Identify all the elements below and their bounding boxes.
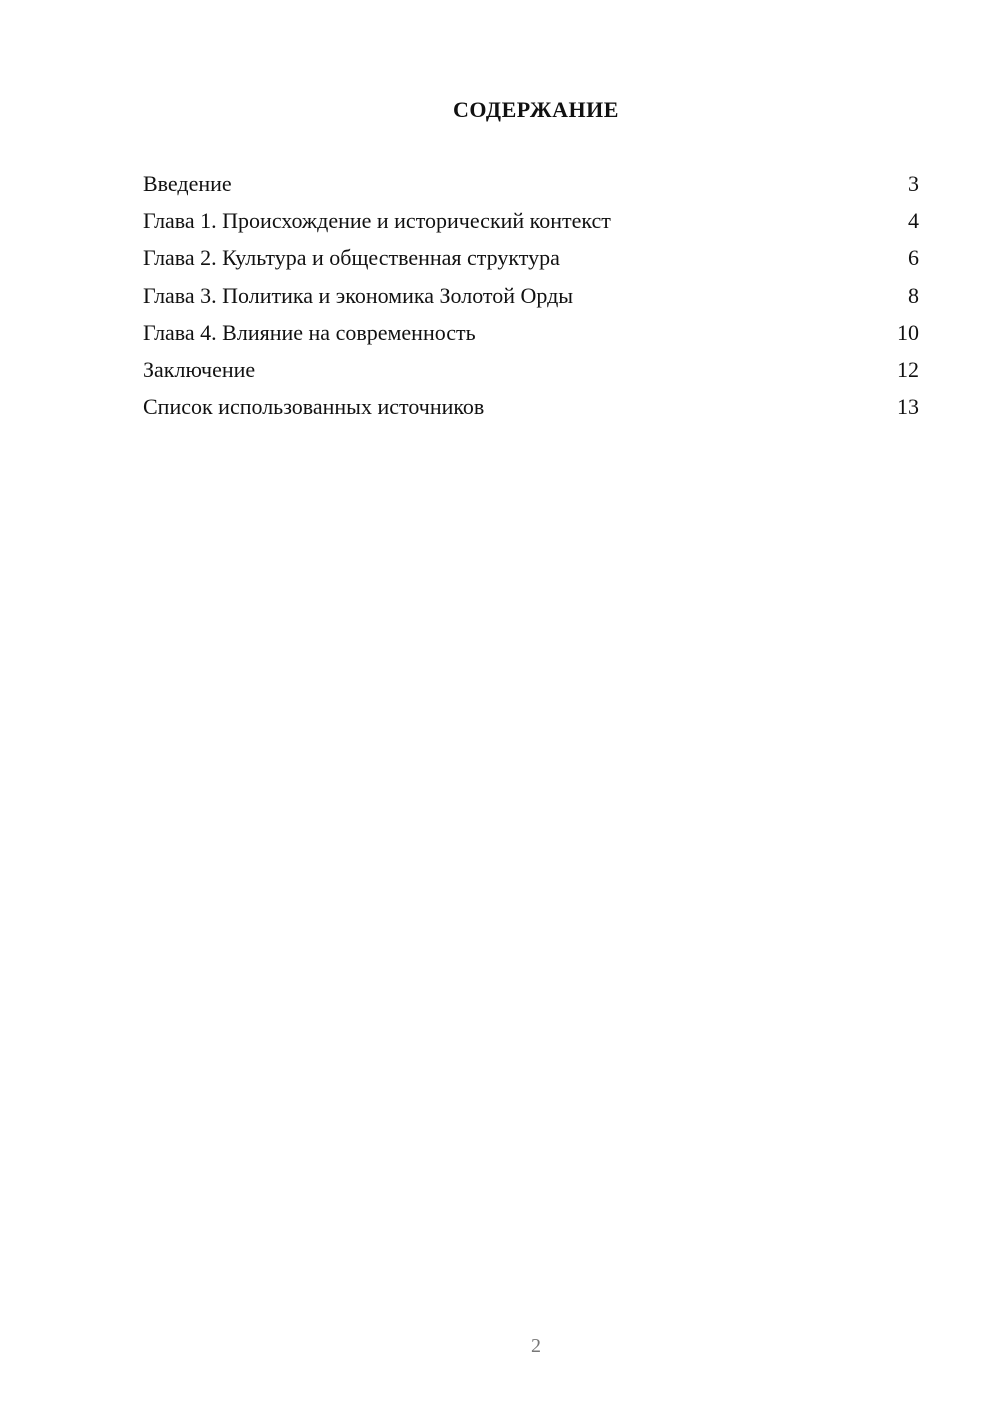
- toc-entry-title: Глава 1. Происхождение и исторический контекст: [143, 208, 611, 234]
- toc-entry-chapter-3: [143, 280, 919, 317]
- page-number: 2: [531, 1335, 541, 1357]
- toc-entry-chapter-2: [143, 242, 919, 279]
- toc-entry-chapter-4: [143, 317, 919, 354]
- toc-heading: СОДЕРЖАНИЕ: [453, 97, 619, 122]
- toc-entry-page: 6: [908, 245, 919, 271]
- toc-entry-title: Введение: [143, 171, 232, 196]
- toc-entry-chapter-1: [143, 205, 919, 242]
- toc-list: [143, 168, 919, 428]
- toc-entry-title: Глава 4. Влияние на современность: [143, 319, 476, 345]
- toc-entry-page: 10: [897, 319, 919, 345]
- toc-entry-page: 8: [908, 282, 919, 308]
- toc-entry-title: Список использованных источников: [143, 394, 485, 420]
- toc-entry-page: 3: [908, 171, 919, 196]
- toc-entry-references: [143, 391, 919, 428]
- toc-entry-page: 13: [897, 394, 919, 420]
- toc-entry-title: Заключение: [143, 356, 256, 382]
- toc-entry-page: 12: [897, 356, 919, 382]
- toc-entry-title: Глава 3. Политика и экономика Золотой Орды: [143, 282, 574, 308]
- toc-entry-page: 4: [908, 208, 919, 234]
- toc-entry-conclusion: [143, 354, 919, 391]
- toc-entry-introduction: [143, 168, 919, 205]
- toc-entry-title: Глава 2. Культура и общественная структура: [143, 245, 560, 271]
